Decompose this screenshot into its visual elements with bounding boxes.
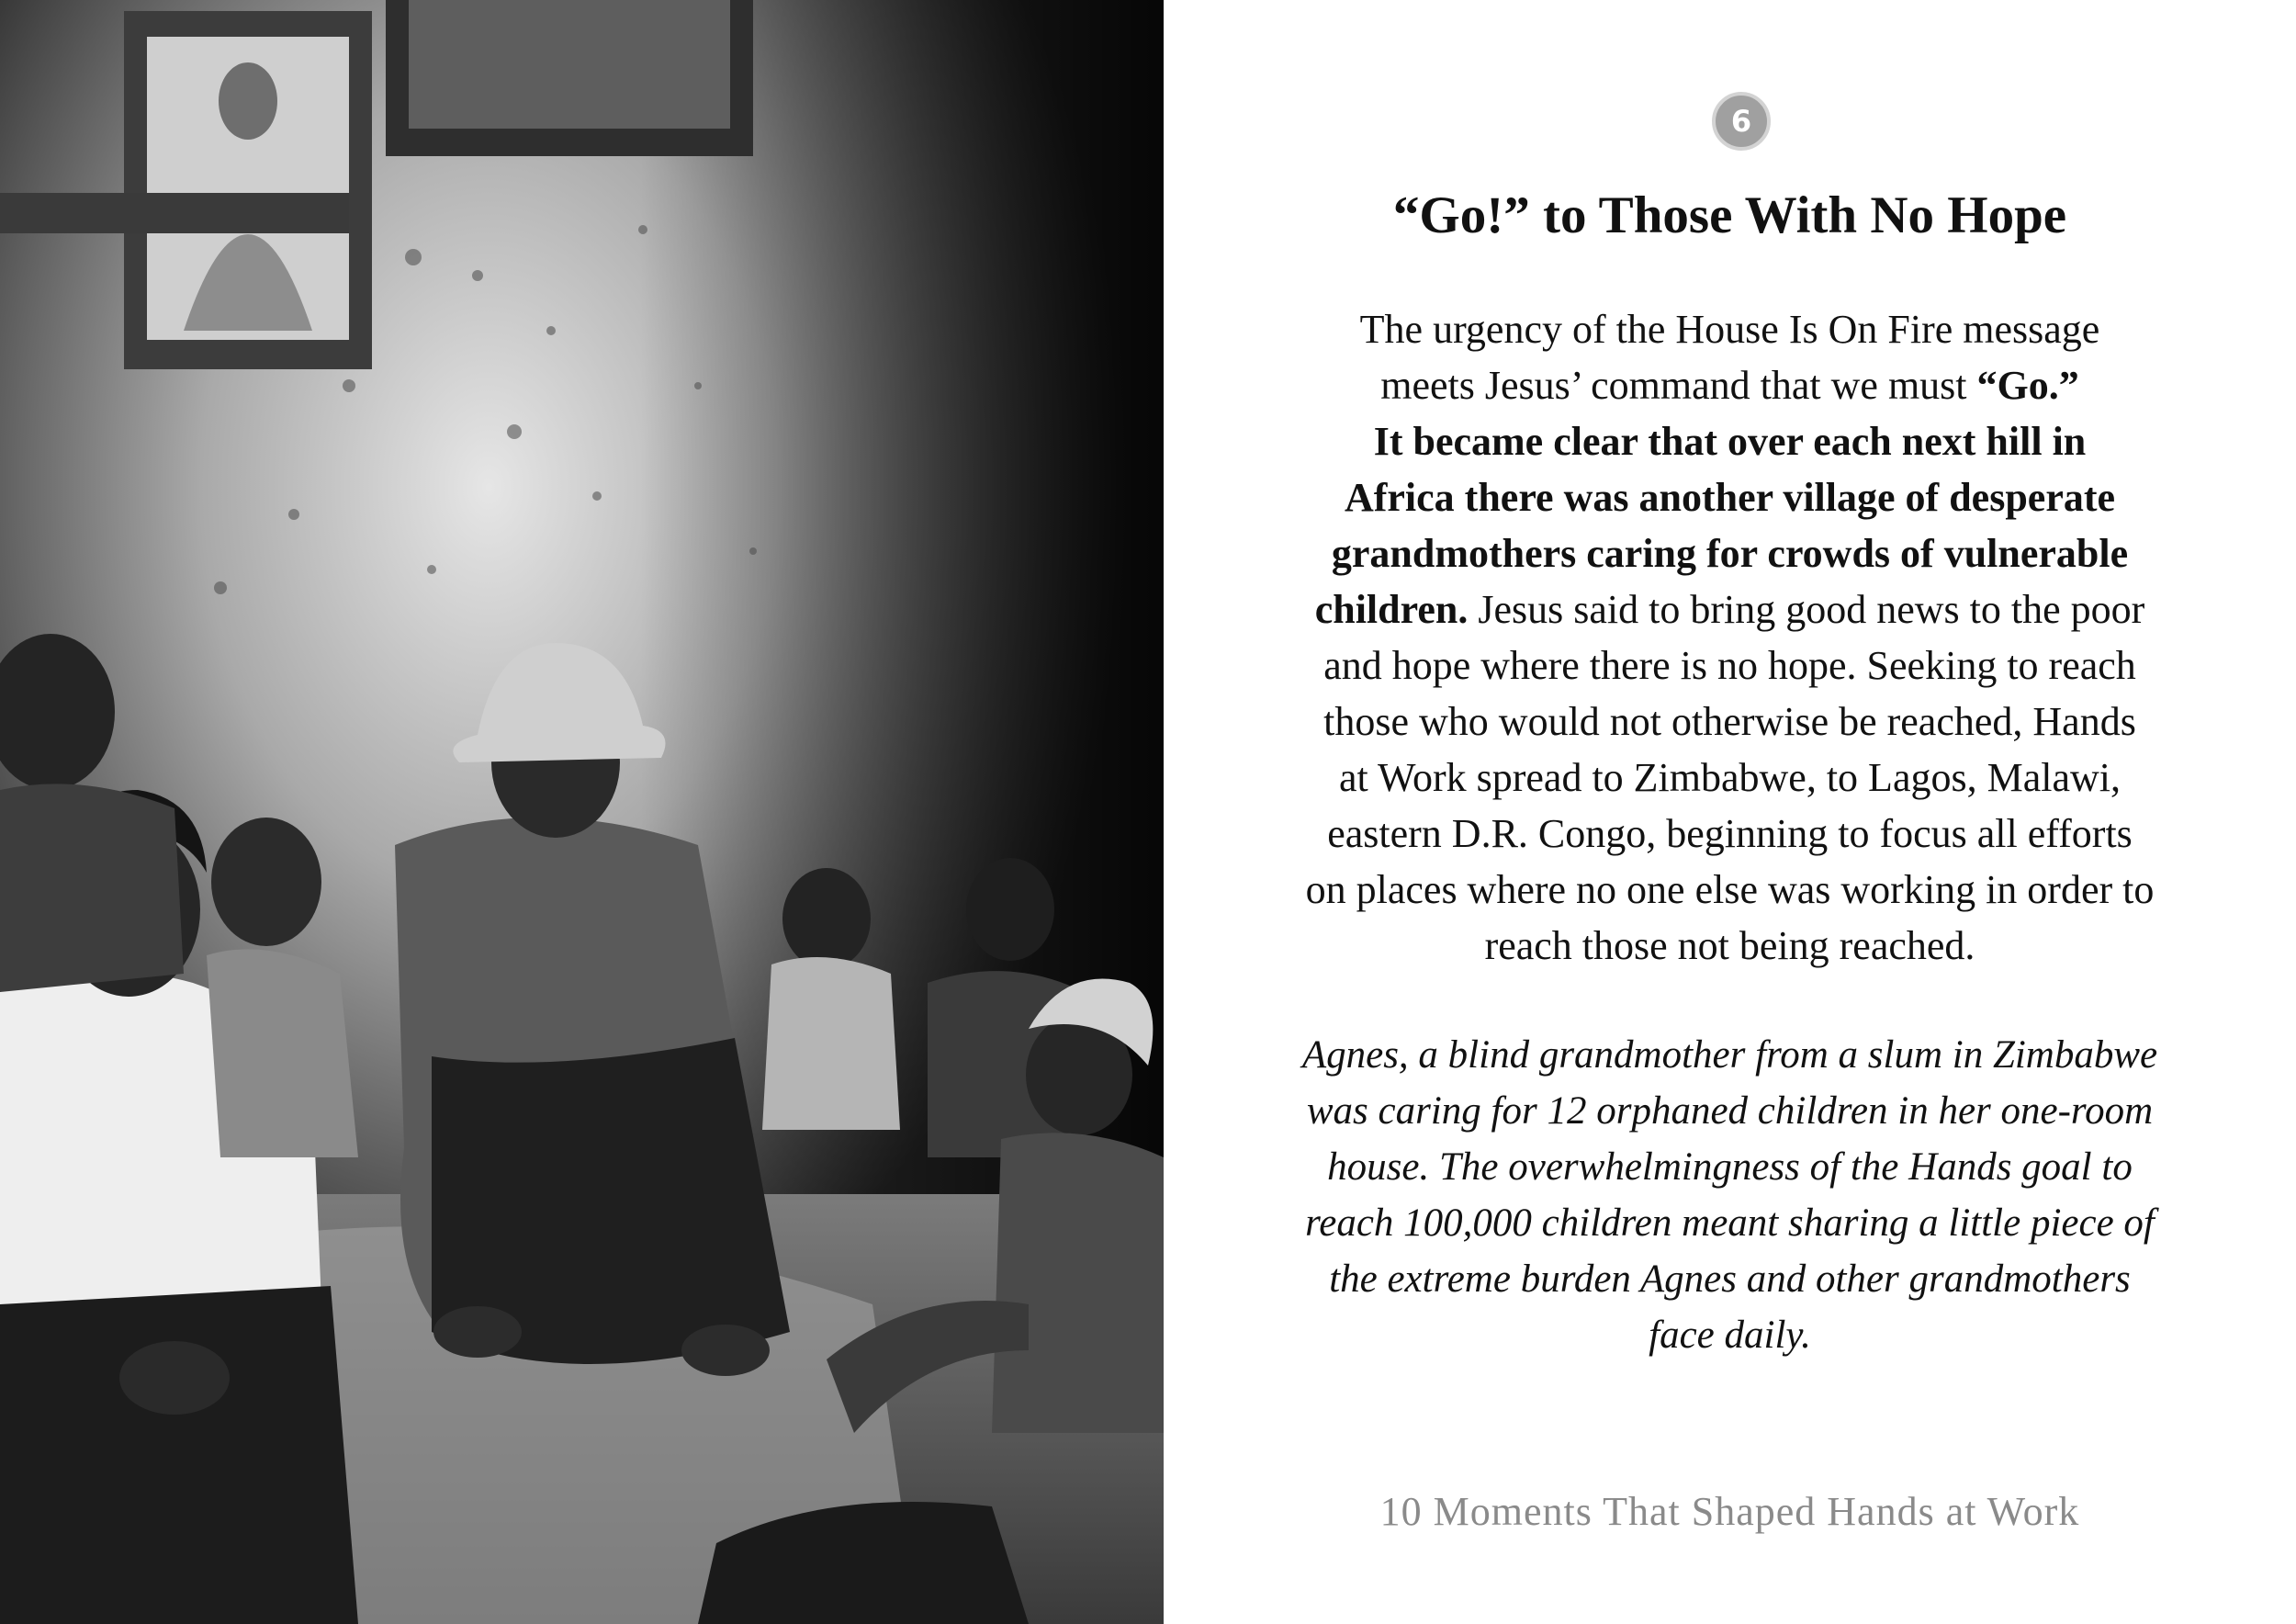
running-footer: 10 Moments That Shaped Hands at Work [1379,1489,2080,1534]
story-line: face daily. [1649,1314,1811,1357]
body-line: at Work spread to Zimbabwe, to Lagos, Malawi, [1339,755,2121,800]
body-line: on places where no one else was working in order to [1305,867,2155,912]
body-line: meets Jesus’ command that we must “Go.” [1380,363,2079,408]
body-line: reach those not being reached. [1484,923,1975,968]
body-line: Africa there was another village of desperate [1344,475,2116,520]
story-line: the extreme burden Agnes and other grandmothers [1329,1257,2131,1301]
body-line: It became clear that over each next hill in [1373,419,2087,464]
story-paragraph [1219,1027,2241,1363]
body-line: The urgency of the House Is On Fire message [1359,307,2100,352]
story-line: reach 100,000 children meant sharing a little piece of [1305,1201,2155,1245]
text-page [1164,0,2296,1624]
body-line: children. Jesus said to bring good news to the poor [1314,587,2145,632]
chapter-title: “Go!” to Those With No Hope [1392,186,2067,244]
page-number-badge: 6 [1712,92,1771,151]
body-paragraph [1219,301,2241,974]
body-line: those who would not otherwise be reached, Hands [1323,699,2136,744]
body-line: grandmothers caring for crowds of vulnerable [1331,531,2129,576]
body-line: and hope where there is no hope. Seeking to reach [1323,643,2136,688]
story-line: house. The overwhelmingness of the Hands goal to [1327,1145,2133,1189]
story-line: was caring for 12 orphaned children in her one-room [1306,1089,2154,1133]
body-line: eastern D.R. Congo, beginning to focus all efforts [1327,811,2133,856]
story-line: Agnes, a blind grandmother from a slum in Zimbabwe [1301,1033,2158,1077]
